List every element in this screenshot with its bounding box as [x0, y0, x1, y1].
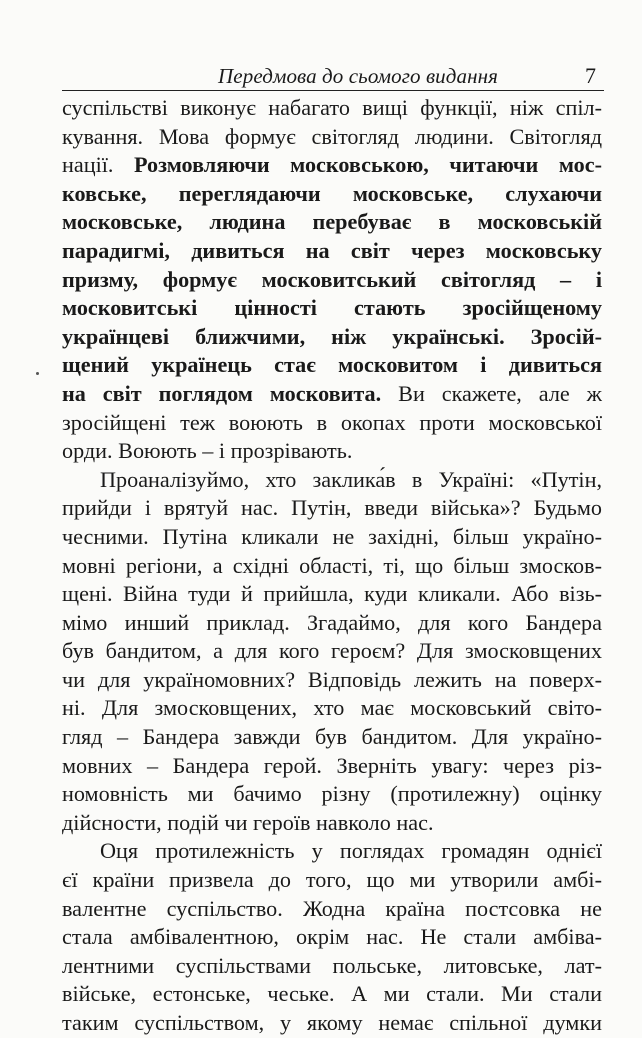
text-line: війське, естонське, чеське. А ми стали. Ми стали [62, 981, 602, 1007]
paragraph-1 [62, 94, 602, 466]
bold-text-line: ковське, переглядаючи московське, слухаючи [62, 180, 602, 206]
text-line: гляд – Бандера завжди був бандитом. Для україно- [62, 724, 602, 750]
text-line [62, 151, 602, 180]
bold-text-line: парадигмі, дивиться на світ через московську [62, 237, 602, 263]
text-line: валентне суспільство. Жодна країна постсовка не [62, 895, 602, 921]
text-line: прийди і врятуй нас. Путін, введи війська»? Будьмо [62, 495, 602, 521]
running-head: Передмова до сьомого видання [218, 64, 498, 88]
text-line: чесними. Путіна кликали не західні, більш україно- [62, 523, 602, 549]
text-line: мовних – Бандера герой. Зверніть увагу: через різ- [62, 752, 602, 778]
text-line: номовність ми бачимо різну (протилежну) оцінку [62, 781, 602, 807]
text-line: чи для україномовних? Відповідь лежить на поверх- [62, 666, 602, 692]
paragraph-2 [62, 466, 602, 838]
text-line: мімо инший приклад. Згадаймо, для кого Бандера [62, 609, 602, 635]
text-line: лентними суспільствами польське, литовське, лат- [62, 952, 602, 978]
text-line: зросійщені теж воюють в окопах проти московської [62, 409, 602, 435]
bold-text-run: на світ поглядом московита. [62, 380, 382, 406]
text-line: мовні регіони, а східні області, ті, що більш змосков- [62, 552, 602, 578]
page-header [62, 64, 604, 91]
bold-text-line: українцеві ближчими, ніж українські. Зросій- [62, 323, 602, 349]
text-line: Оця протилежність у поглядах громадян однієї [100, 838, 602, 864]
text-line: був бандитом, а для кого героєм? Для змосковщених [62, 638, 602, 664]
text-line [62, 380, 602, 409]
text-line: таким суспільством, у якому немає спільної думки [62, 1010, 602, 1035]
text-line: Проаналізуймо, хто заклика́в в Україні: «Путін, [100, 466, 602, 492]
text-run: Ви скажете, але ж [398, 380, 602, 406]
bold-text-line: щений українець стає московитом і дивиться [62, 352, 602, 378]
bold-text-run: Розмовляючи московською, читаючи мос- [134, 152, 603, 178]
text-line: суспільстві виконує набагато вищі функції, ніж спіл- [62, 95, 602, 120]
text-run: нації. [62, 152, 114, 178]
text-line: єї країни призвела до того, що ми утворили амбі- [62, 867, 602, 893]
margin-mark [36, 372, 39, 375]
bold-text-line: московитські цінності стають зросійщеному [62, 295, 602, 321]
bold-text-line: московське, людина перебуває в московській [62, 209, 602, 235]
text-line: ні. Для змосковщених, хто має московський світо- [62, 695, 602, 721]
text-line: щені. Війна туди й прийшла, куди кликали. Або візь- [62, 581, 602, 607]
bold-text-line: призму, формує московитський світогляд – і [62, 266, 602, 292]
paragraph-3 [62, 837, 602, 1037]
text-line: орди. Воюють – і прозрівають. [62, 438, 353, 464]
text-line: стала амбівалентною, окрім нас. Не стали амбіва- [62, 924, 602, 950]
body-text [62, 94, 602, 1038]
text-line: дійсности, подій чи героїв навколо нас. [62, 809, 434, 835]
page-number: 7 [585, 63, 596, 88]
text-line: кування. Мова формує світогляд людини. Світогляд [62, 123, 602, 149]
